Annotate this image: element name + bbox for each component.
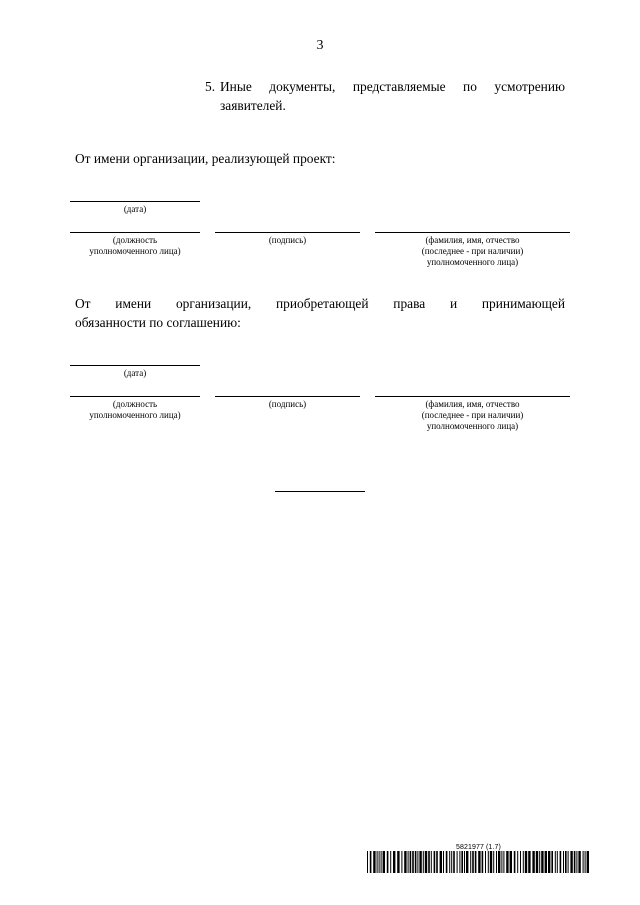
section2-name-line (375, 396, 570, 397)
section1-name-caption: (фамилия, имя, отчество (последнее - при наличии) уполномоченного лица) (421, 235, 524, 267)
section2-date-caption: (дата) (123, 368, 147, 378)
section1-position-line (70, 232, 200, 233)
list-item-text-line1: Иные документы, представляемые по усмотрению (220, 79, 565, 94)
page-number: 3 (316, 38, 324, 53)
section2-name-caption: (фамилия, имя, отчество (последнее - при наличии) уполномоченного лица) (421, 399, 524, 431)
section1-signature-line (215, 232, 360, 233)
list-item-5 (205, 77, 565, 115)
section2-date-line (70, 365, 200, 366)
section2-signature-caption: (подпись) (268, 399, 307, 409)
barcode-image (367, 851, 590, 873)
section1-signature-caption: (подпись) (268, 235, 307, 245)
section1-date-line (70, 201, 200, 202)
section1-position-caption: (должность уполномоченного лица) (89, 235, 181, 256)
section1-heading: От имени организации, реализующей проект: (75, 151, 336, 166)
section2-position-caption: (должность уполномоченного лица) (89, 399, 181, 420)
section1-name-line (375, 232, 570, 233)
section2-heading: От имени организации, приобретающей права и принимающей обязанности по соглашению: (75, 296, 565, 330)
list-item-text-line2: заявителей. (220, 98, 286, 113)
section2-position-line (70, 396, 200, 397)
section2-signature-line (215, 396, 360, 397)
list-item-number: 5. (205, 79, 216, 94)
closing-separator-line (275, 491, 365, 492)
barcode-label: 5821977 (1.7) (456, 844, 501, 851)
section1-date-caption: (дата) (123, 204, 147, 214)
